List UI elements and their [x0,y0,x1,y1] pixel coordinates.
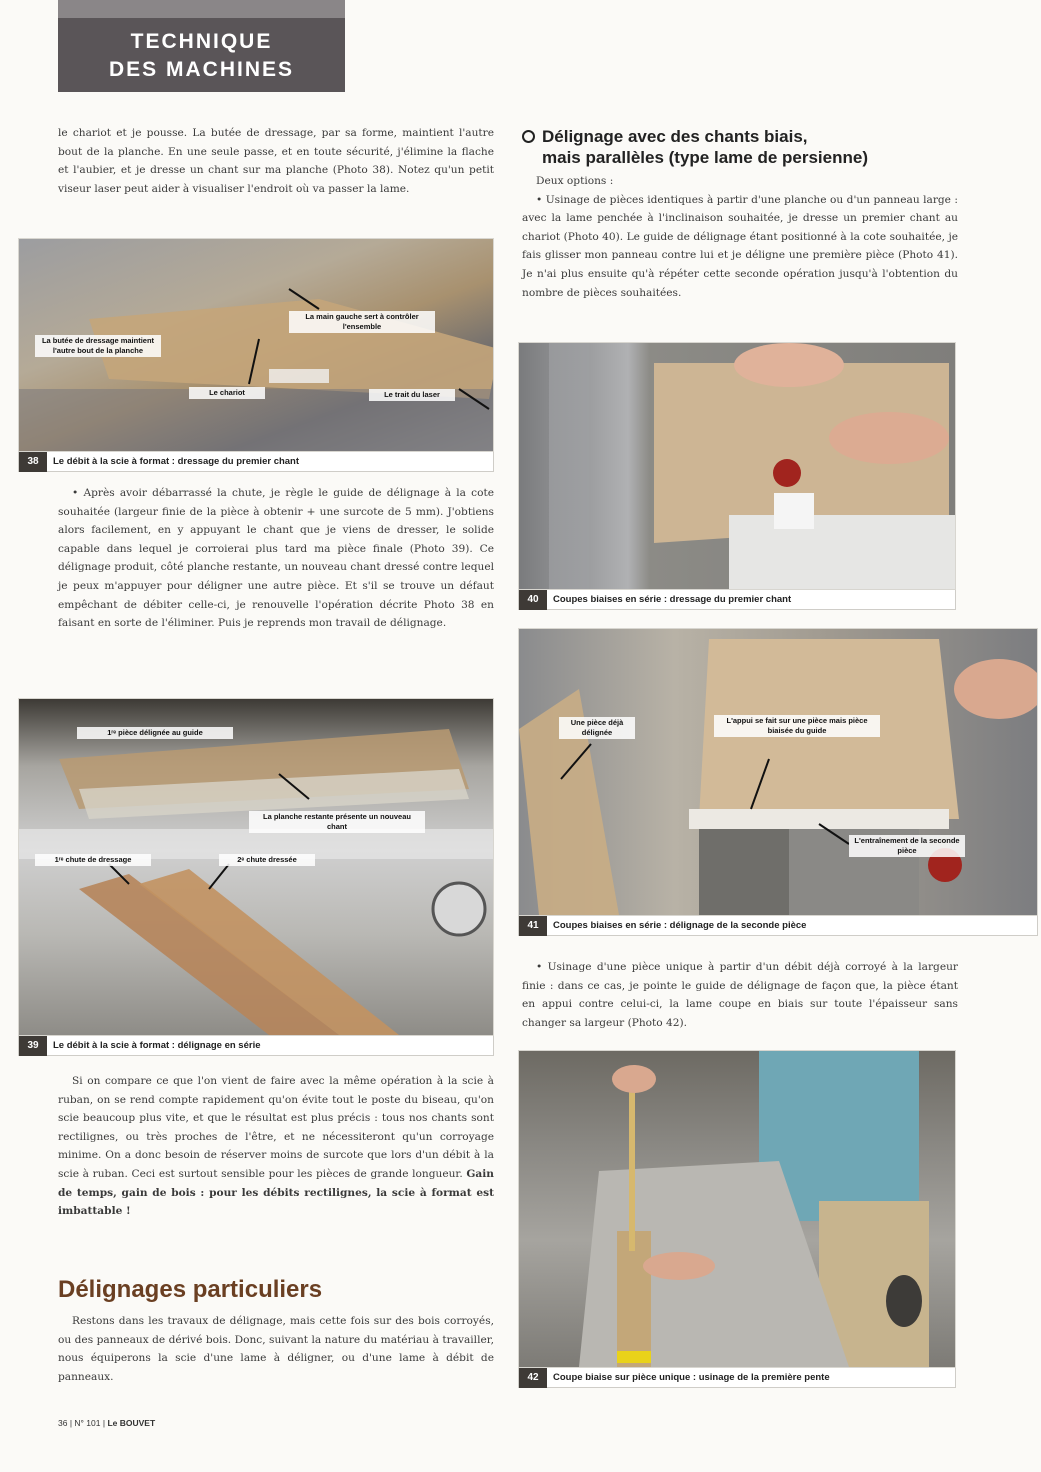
photo-39-caption [18,1036,494,1056]
photo-42 [518,1050,956,1368]
photo-39-label-c: 1ʳᵉ chute de dressage [35,854,151,866]
photo-38-label-b: La butée de dressage maintient l'autre bout de la planche [35,335,161,357]
photo-40-caption [518,590,956,610]
photo-38-caption-text: Le débit à la scie à format : dressage du premier chant [53,456,300,467]
photo-41-caption-text: Coupes biaises en série : délignage de la seconde pièce [553,920,807,931]
photo-38-label-a: La main gauche sert à contrôler l'ensemble [289,311,435,333]
photo-39-label-d: 2ᵉ chute dressée [219,854,315,866]
photo-41-number: 41 [519,916,547,936]
right-second-paragraph: • Usinage d'une pièce unique à partir d'un débit déjà corroyé à la largeur finie : dans ce cas, je pointe le guide de délignage de façon que, la pièce étant en appui contre celui-ci, la lame coupe en biais sur toute l'épaisseur sans changer sa largeur (Photo 42). [522,961,958,1029]
second-paragraph: • Après avoir débarrassé la chute, je règle le guide de délignage à la cote souhaitée (largeur finie de la pièce à obtenir + une surcote de 5 mm). J'obtiens alors facilement, en y appuyant le chant que je viens de dresser, le solide capable dans lequel je corroierai plus tard ma pièce finale (Photo 39). Ce délignage produit, côté planche restante, un nouveau chant dressé contre lequel je peux m'appuyer pour déligner une autre pièce. Et s'il se trouve un défaut empêchant de débiter celle-ci, je renouvelle l'opération décrite Photo 38 en faisant en sorte de l'éliminer. Puis je reprends mon travail de délignage. [58,487,494,630]
photo-42-caption [518,1368,956,1388]
section-paragraph: Restons dans les travaux de délignage, mais cette fois sur des bois corroyés, ou des panneaux de dérivé bois. Donc, suivant la nature du matériau à travailler, nous équiperons la scie d'une lame à déligner, ou d'une lame à débit de panneaux. [58,1315,494,1383]
photo-40 [518,342,956,590]
photo-39 [18,698,494,1036]
page-footer: 36 | N° 101 | Le BOUVET [58,1418,156,1428]
photo-40-number: 40 [519,590,547,610]
options-line: Deux options : [536,175,614,187]
photo-39-caption-text: Le débit à la scie à format : délignage en série [53,1040,261,1051]
page-number: 36 [58,1418,68,1428]
photo-42-caption-text: Coupe biaise sur pièce unique : usinage de la première pente [553,1372,830,1383]
subsection-heading [522,126,962,168]
photo-41-label-c: L'entraînement de la seconde pièce [849,835,965,857]
section-tab [58,0,345,92]
photo-41 [518,628,1038,916]
issue-number: N° 101 [74,1418,101,1428]
photo-39-label-a: 1ʳᵉ pièce délignée au guide [77,727,233,739]
photo-39-number: 39 [19,1036,47,1056]
photo-41-label-a: Une pièce déjà délignée [559,717,635,739]
photo-38-caption [18,452,494,472]
photo-39-label-b: La planche restante présente un nouveau chant [249,811,425,833]
subsection-bullet-icon [522,130,535,143]
section-title-line2: DES MACHINES [108,58,295,81]
section-title-line1: TECHNIQUE [130,30,273,53]
photo-41-label-b: L'appui se fait sur une pièce mais pièce biaisée du guide [714,715,880,737]
photo-38-number: 38 [19,452,47,472]
section-heading: Délignages particuliers [58,1276,323,1303]
photo-41-caption [518,916,1038,936]
subsection-line2: mais parallèles (type lame de persienne) [542,148,868,167]
photo-40-caption-text: Coupes biaises en série : dressage du premier chant [553,594,792,605]
third-paragraph: Si on compare ce que l'on vient de faire avec la même opération à la scie à ruban, on se rend compte rapidement qu'on évite tout le poste du biseau, qu'on scie beaucoup plus vite, et que le résultat est plus précis : tous nos chants sont rectilignes, ou très proches de l'être, et ne nécessiteront qu'un corroyage minime. On a donc besoin de réserver moins de surcote que lors d'un débit à la scie à ruban. Ceci est surtout sensible pour les pièces de grande longueur. Gain de temps, gain de bois : pour les débits rectilignes, la scie à format est imbattable ! [58,1075,494,1218]
bold-conclusion: Gain de temps, gain de bois : pour les débits rectilignes, la scie à format est imbattable ! [58,1167,494,1218]
subsection-line1: Délignage avec des chants biais, [542,127,808,146]
photo-42-number: 42 [519,1368,547,1388]
photo-38-label-d: Le trait du laser [369,389,455,401]
photo-38 [18,238,494,452]
photo-38-label-c: Le chariot [189,387,265,399]
magazine-name: Le BOUVET [107,1418,156,1428]
intro-paragraph: le chariot et je pousse. La butée de dressage, par sa forme, maintient l'autre bout de la planche. En une seule passe, et en toute sécurité, j'élimine la flache et l'aubier, et je dresse un chant sur ma planche (Photo 38). Notez qu'un petit viseur laser peut aider à visualiser l'endroit où va passer la lame. [58,127,494,195]
right-first-paragraph: Deux options : • Usinage de pièces identiques à partir d'une planche ou d'un panneau large : avec la lame penchée à l'inclinaison souhaitée, je dresse un premier chant au chariot (Photo 40). Le guide de délignage étant positionné à la cote souhaitée, je fais glisser mon panneau contre lui et je déligne une première pièce (Photo 41). Je n'ai plus ensuite qu'à répéter cette seconde opération jusqu'à l'obtention du nombre de pièces souhaitées. [522,172,958,302]
